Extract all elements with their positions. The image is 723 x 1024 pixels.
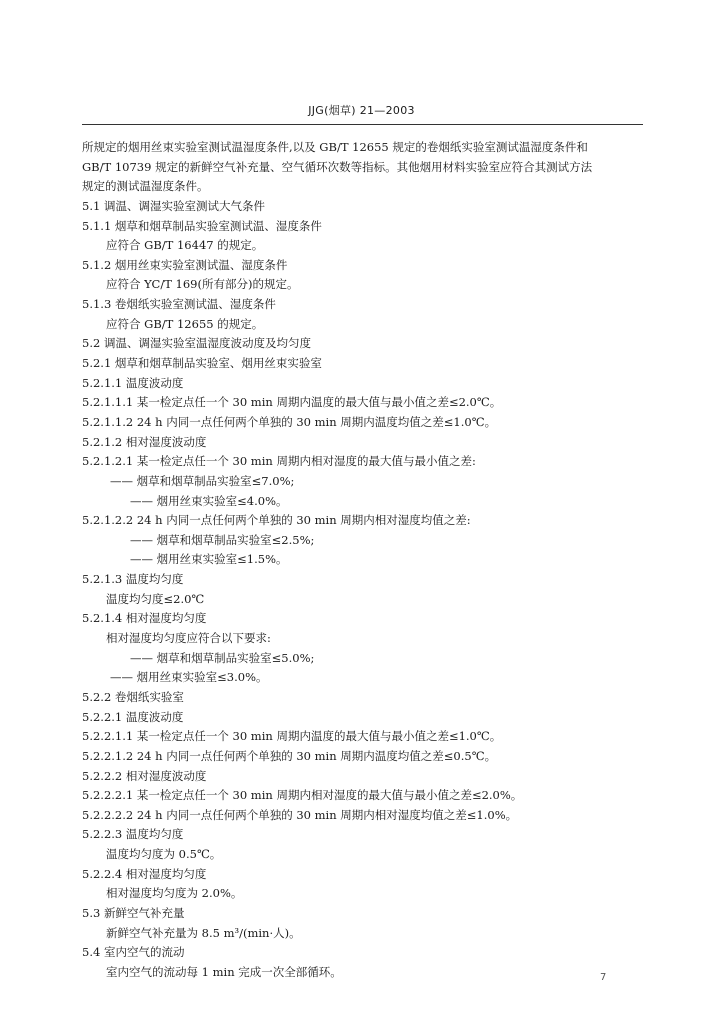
paragraph-line: 室内空气的流动每 1 min 完成一次全部循环。 bbox=[106, 964, 342, 979]
section-heading: 5.1.2 烟用丝束实验室测试温、湿度条件 bbox=[82, 257, 288, 272]
clause-line: 5.2.2.2.2 24 h 内同一点任何两个单独的 30 min 周期内相对湿度均值之差≤1.0%。 bbox=[82, 807, 518, 822]
header-rule bbox=[82, 124, 643, 125]
paragraph-line: 温度均匀度为 0.5℃。 bbox=[106, 847, 222, 862]
section-heading: 5.2.1.4 相对湿度均匀度 bbox=[82, 611, 207, 626]
section-heading: 5.2.2.2 相对湿度波动度 bbox=[82, 768, 207, 783]
clause-line: 5.2.2.1.2 24 h 内同一点任何两个单独的 30 min 周期内温度均值之差≤0.5℃。 bbox=[82, 748, 497, 763]
section-heading: 5.2.2.4 相对湿度均匀度 bbox=[82, 866, 207, 881]
section-heading: 5.3 新鲜空气补充量 bbox=[82, 905, 185, 920]
clause-line: 5.2.1.1.1 某一检定点任一个 30 min 周期内温度的最大值与最小值之差≤2.0℃。 bbox=[82, 395, 502, 410]
paragraph-line: 规定的测试温湿度条件。 bbox=[82, 179, 209, 194]
list-item: —— 烟草和烟草制品实验室≤2.5%; bbox=[130, 532, 315, 547]
list-item: —— 烟用丝束实验室≤3.0%。 bbox=[110, 670, 268, 685]
section-heading: 5.2.1.1 温度波动度 bbox=[82, 375, 184, 390]
paragraph-line: 应符合 GB/T 12655 的规定。 bbox=[106, 316, 264, 331]
list-item: —— 烟用丝束实验室≤1.5%。 bbox=[130, 552, 288, 567]
section-heading: 5.4 室内空气的流动 bbox=[82, 945, 185, 960]
document-body bbox=[82, 138, 650, 983]
section-heading: 5.2.2.3 温度均匀度 bbox=[82, 827, 184, 842]
paragraph-line: 相对湿度均匀度应符合以下要求: bbox=[106, 631, 271, 646]
section-heading: 5.2.1 烟草和烟草制品实验室、烟用丝束实验室 bbox=[82, 356, 322, 371]
section-heading: 5.2.2 卷烟纸实验室 bbox=[82, 689, 184, 704]
paragraph-line: GB/T 10739 规定的新鲜空气补充量、空气循环次数等指标。其他烟用材料实验室应符合其测试方法 bbox=[82, 159, 593, 174]
list-item: —— 烟用丝束实验室≤4.0%。 bbox=[130, 493, 288, 508]
list-item: —— 烟草和烟草制品实验室≤7.0%; bbox=[110, 473, 295, 488]
paragraph-line: 温度均匀度≤2.0℃ bbox=[106, 591, 205, 606]
section-heading: 5.1.3 卷烟纸实验室测试温、湿度条件 bbox=[82, 297, 276, 312]
section-heading: 5.1 调温、调湿实验室测试大气条件 bbox=[82, 198, 265, 213]
paragraph-line: 新鲜空气补充量为 8.5 m³/(min·人)。 bbox=[106, 925, 301, 940]
clause-line: 5.2.1.1.2 24 h 内同一点任何两个单独的 30 min 周期内温度均值之差≤1.0℃。 bbox=[82, 414, 497, 429]
list-item: —— 烟草和烟草制品实验室≤5.0%; bbox=[130, 650, 315, 665]
page-number: 7 bbox=[600, 972, 607, 983]
clause-line: 5.2.2.2.1 某一检定点任一个 30 min 周期内相对湿度的最大值与最小值之差≤2.0%。 bbox=[82, 788, 523, 803]
paragraph-line: 应符合 GB/T 16447 的规定。 bbox=[106, 238, 264, 253]
paragraph-line: 所规定的烟用丝束实验室测试温湿度条件,以及 GB/T 12655 规定的卷烟纸实验室测试温湿度条件和 bbox=[82, 140, 588, 154]
running-header: JJG(烟草) 21—2003 bbox=[308, 104, 415, 117]
paragraph-line: 相对湿度均匀度为 2.0%。 bbox=[106, 886, 243, 901]
clause-line: 5.2.1.2.2 24 h 内同一点任何两个单独的 30 min 周期内相对湿度均值之差: bbox=[82, 513, 471, 528]
section-heading: 5.2.2.1 温度波动度 bbox=[82, 709, 184, 724]
section-heading: 5.1.1 烟草和烟草制品实验室测试温、湿度条件 bbox=[82, 218, 322, 233]
clause-line: 5.2.1.2.1 某一检定点任一个 30 min 周期内相对湿度的最大值与最小值之差: bbox=[82, 454, 476, 469]
paragraph-line: 应符合 YC/T 169(所有部分)的规定。 bbox=[106, 277, 299, 292]
section-heading: 5.2.1.2 相对湿度波动度 bbox=[82, 434, 207, 449]
section-heading: 5.2.1.3 温度均匀度 bbox=[82, 572, 184, 587]
clause-line: 5.2.2.1.1 某一检定点任一个 30 min 周期内温度的最大值与最小值之差≤1.0℃。 bbox=[82, 729, 502, 744]
section-heading: 5.2 调温、调湿实验室温湿度波动度及均匀度 bbox=[82, 336, 311, 351]
